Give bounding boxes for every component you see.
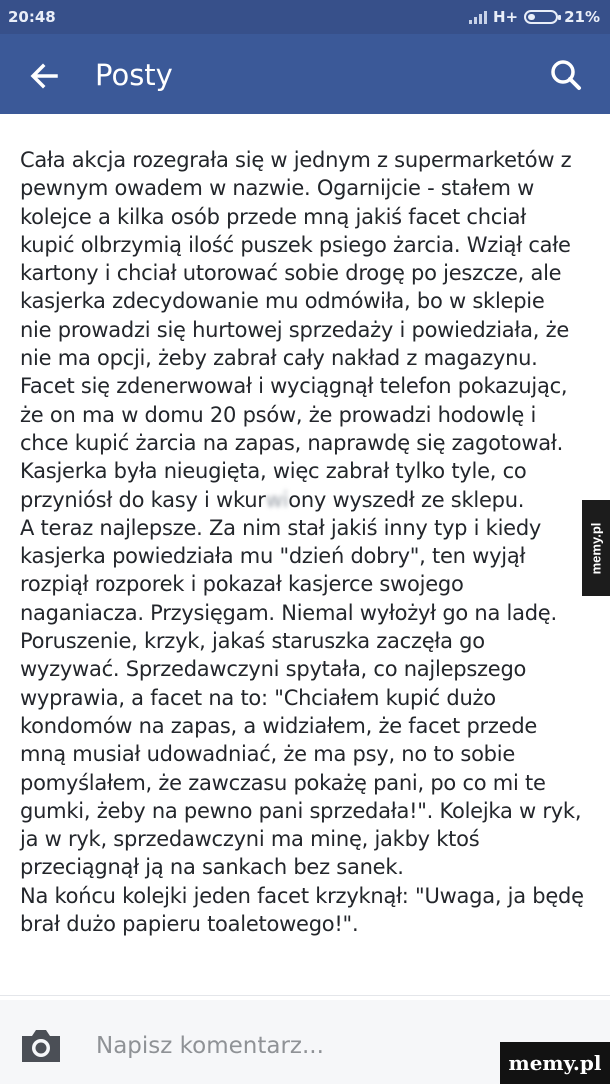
bottom-watermark [500, 1042, 610, 1084]
post-line-part: ony wyszedł ze sklepu. [288, 487, 525, 512]
status-time: 20:48 [8, 8, 56, 26]
post-line: nie prowadzi się hurtowej sprzedaży i powiedziała, że [20, 317, 570, 342]
post-line: kartony i chciał utorować sobie drogę po jeszcze, ale [20, 261, 562, 286]
arrow-left-icon [22, 54, 66, 98]
search-icon [544, 54, 588, 98]
network-type: H+ [492, 8, 519, 26]
comment-input[interactable] [96, 1028, 426, 1064]
post-line: wyprawia, a facet na to: "Chciałem kupić dużo [20, 685, 496, 710]
post-line: Facet się zdenerwował i wyciągnął telefon pokazując, [20, 374, 568, 399]
app-bar [0, 34, 610, 114]
divider [0, 995, 610, 996]
battery-percent: 21% [564, 8, 600, 26]
post-line: kasjerka zdecydowanie mu odmówiła, bo w sklepie [20, 289, 545, 314]
post-line: że on ma w domu 20 psów, że prowadzi hodowlę i [20, 402, 537, 427]
status-bar [0, 0, 610, 34]
post-line-censored [20, 486, 600, 514]
side-watermark [582, 500, 610, 596]
camera-button[interactable] [18, 1026, 64, 1066]
post-line: ja w ryk, sprzedawczyni ma minę, jakby ktoś [20, 827, 480, 852]
post-text [20, 146, 600, 938]
post-line: mną musiał udowadniać, że ma psy, no to sobie [20, 742, 516, 767]
back-button[interactable] [22, 54, 66, 98]
post-line: wyzywać. Sprzedawczyni spytała, co najlepszego [20, 657, 527, 682]
post-line: Na końcu kolejki jeden facet krzyknął: "Uwaga, ja będę [20, 883, 584, 908]
comment-bar [0, 1000, 610, 1084]
post-line: Poruszenie, krzyk, jakaś staruszka zaczęła go [20, 629, 485, 654]
post-line: gumki, żeby na pewno pani sprzedała!". Kolejka w ryk, [20, 798, 582, 823]
post-line: kasjerka powiedziała mu "dzień dobry", ten wyjął [20, 544, 526, 569]
post-line: Kasjerka była nieugięta, więc zabrał tylko tyle, co [20, 459, 527, 484]
signal-icon [469, 10, 487, 24]
post-line: kolejce a kilka osób przede mną jakiś facet chciał [20, 204, 527, 229]
page-title: Posty [95, 58, 173, 92]
post-line: rozpiął rozporek i pokazał kasjerce swojego [20, 572, 464, 597]
post-line: naganiacza. Przysięgam. Niemal wyłożył go na ladę. [20, 600, 557, 625]
status-indicators [469, 8, 600, 26]
post-line: pomyślałem, że zawczasu pokażę pani, po co mi te [20, 770, 546, 795]
censored-text: wi [265, 487, 289, 512]
post-line: kondomów na zapas, a widziałem, że facet przede [20, 713, 538, 738]
post-line-part: przyniósł do kasy i wkur [20, 487, 266, 512]
post-line: kupić olbrzymią ilość puszek psiego żarcia. Wziął całe [20, 232, 571, 257]
post-line: brał dużo papieru toaletowego!". [20, 912, 359, 937]
camera-icon [18, 1026, 64, 1066]
post-line: nie ma opcji, żeby zabrał cały nakład z magazynu. [20, 346, 538, 371]
post-line: A teraz najlepsze. Za nim stał jakiś inny typ i kiedy [20, 515, 542, 540]
post-line: Cała akcja rozegrała się w jednym z supermarketów z [20, 148, 572, 172]
search-button[interactable] [544, 54, 588, 98]
post-line: przeciągnął ją na sankach bez sanek. [20, 855, 404, 880]
side-watermark-text: memy.pl [588, 522, 604, 574]
post-line: pewnym owadem w nazwie. Ogarnijcie - stałem w [20, 176, 535, 201]
battery-icon [524, 10, 558, 24]
post-line: chce kupić żarcia na zapas, naprawdę się zagotował. [20, 430, 564, 455]
bottom-watermark-text: memy.pl [508, 1051, 602, 1075]
